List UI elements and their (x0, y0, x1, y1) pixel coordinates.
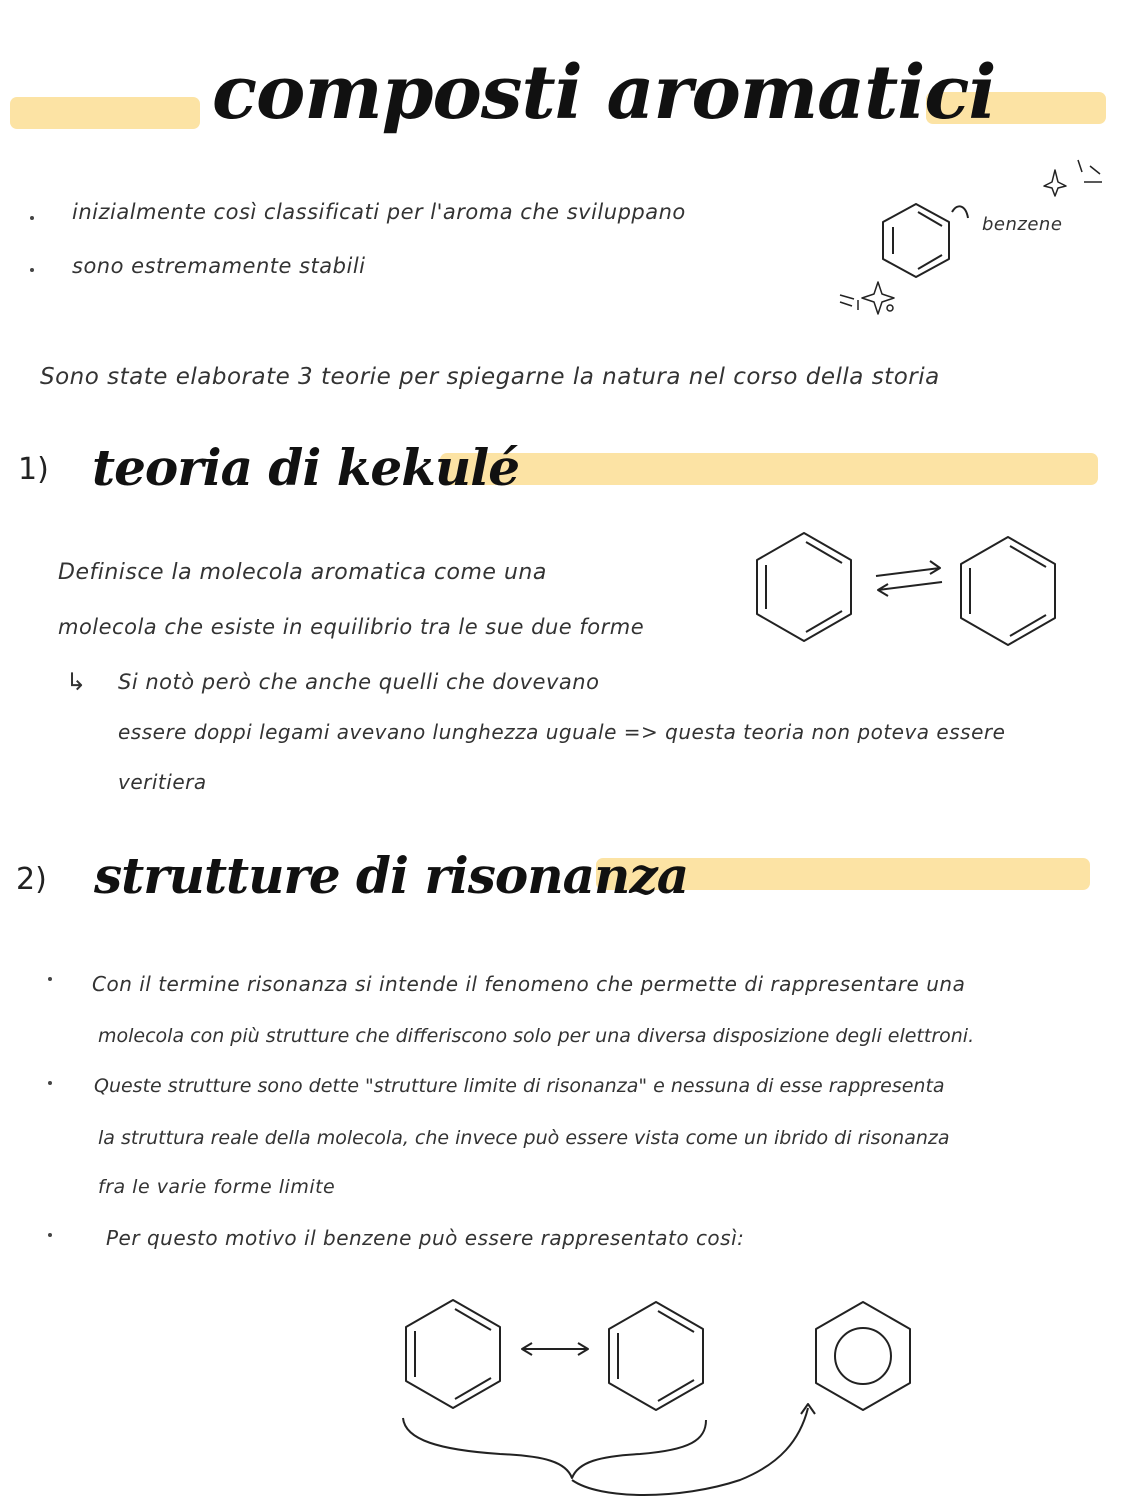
section2-heading: strutture di risonanza (94, 846, 689, 905)
title-highlight-left (10, 97, 200, 129)
theories-line: Sono state elaborate 3 teorie per spiegarne la natura nel corso della storia (40, 364, 940, 390)
section2-line-1: Con il termine risonanza si intende il fenomeno che permette di rappresentare una (92, 972, 966, 996)
section1-note-arrow: ↳ (66, 668, 87, 696)
resonance-double-arrow (522, 1343, 588, 1355)
intro-bullet-1: inizialmente così classificati per l'aroma che sviluppano (72, 200, 686, 224)
hybrid-arrow-curve (572, 1408, 808, 1495)
kekule-structure-a (757, 533, 851, 641)
bullet-dot (48, 977, 52, 981)
bullet-dot (30, 216, 34, 220)
equilibrium-arrows (876, 561, 942, 596)
page-title: composti aromatici (212, 50, 996, 136)
section1-note-line-2: essere doppi legami avevano lunghezza uguale => questa teoria non poteva essere (118, 720, 1006, 744)
benzene-label: benzene (982, 214, 1063, 235)
section2-line-5: fra le varie forme limite (98, 1176, 336, 1198)
section1-note-line-3: veritiera (118, 770, 207, 794)
section1-heading: teoria di kekulé (92, 438, 520, 497)
intro-bullet-2: sono estremamente stabili (72, 254, 366, 278)
section1-line-1: Definisce la molecola aromatica come una (58, 560, 547, 585)
brace-curve (403, 1418, 706, 1478)
bullet-dot (48, 1233, 52, 1237)
resonance-structure-b (609, 1302, 703, 1410)
section2-line-6: Per questo motivo il benzene può essere rappresentato così: (106, 1226, 745, 1250)
section1-highlight (440, 453, 1098, 485)
resonance-structure-a (406, 1300, 500, 1408)
section2-number: 2) (16, 862, 47, 897)
section2-line-2: molecola con più strutture che differiscono solo per una diversa disposizione degli elettroni. (98, 1025, 975, 1047)
resonance-hybrid-structure (816, 1302, 910, 1410)
section1-number: 1) (18, 452, 49, 487)
bullet-dot (48, 1081, 52, 1085)
kekule-structure-b (961, 537, 1055, 645)
section1-note-line-1: Si notò però che anche quelli che dovevano (118, 670, 600, 694)
bullet-dot (30, 268, 34, 272)
section2-line-4: la struttura reale della molecola, che invece può essere vista come un ibrido di risonanza (98, 1127, 950, 1149)
section2-line-3: Queste strutture sono dette "strutture limite di risonanza" e nessuna di esse rappresenta (94, 1075, 945, 1097)
section1-line-2: molecola che esiste in equilibrio tra le sue due forme (58, 615, 645, 639)
